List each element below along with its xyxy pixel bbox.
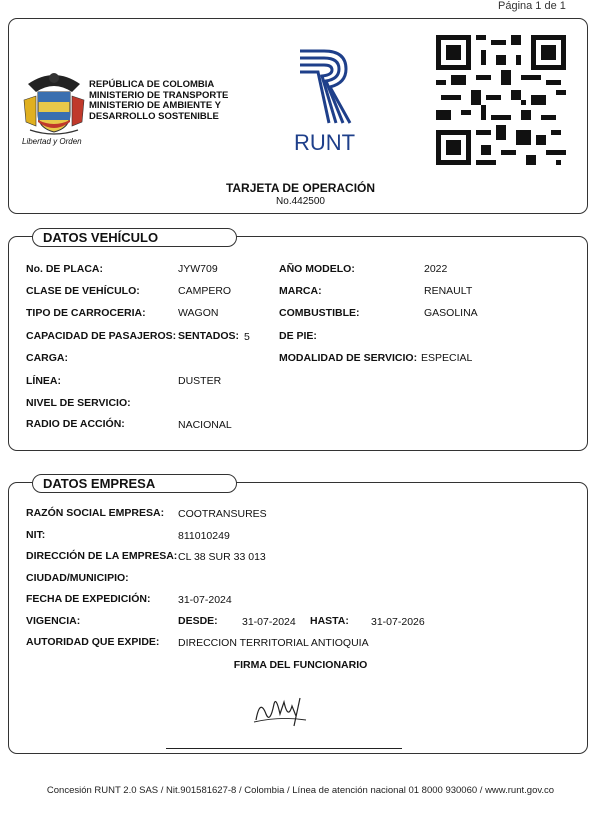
clase-label: CLASE DE VEHÍCULO: — [26, 285, 140, 297]
carga-label: CARGA: — [26, 352, 68, 364]
sentados-label: SENTADOS: — [178, 330, 240, 342]
document-number: No.442500 — [276, 196, 325, 207]
direccion-value: CL 38 SUR 33 013 — [178, 551, 266, 563]
motto: Libertad y Orden — [22, 137, 82, 146]
modalidad-label: MODALIDAD DE SERVICIO: — [279, 352, 418, 364]
linea-label: LÍNEA: — [26, 375, 61, 387]
razon-label: RAZÓN SOCIAL EMPRESA: — [26, 507, 165, 519]
desde-label: DESDE: — [178, 615, 218, 627]
capacidad-label: CAPACIDAD DE PASAJEROS: — [26, 330, 177, 342]
footer-text: Concesión RUNT 2.0 SAS / Nit.901581627-8 / Colombia / Línea de atención nacional 01 8000 930060 / www.runt.gov.co — [46, 785, 555, 796]
desde-value: 31-07-2024 — [242, 616, 296, 628]
depie-label: DE PIE: — [279, 330, 317, 342]
marca-value: RENAULT — [424, 285, 473, 297]
nit-label: NIT: — [26, 529, 46, 541]
nit-value: 811010249 — [178, 530, 230, 542]
qr-code-icon — [436, 35, 566, 165]
company-section-title: DATOS EMPRESA — [32, 474, 237, 493]
modelo-label: AÑO MODELO: — [279, 263, 355, 275]
autoridad-label: AUTORIDAD QUE EXPIDE: — [26, 636, 160, 648]
ministry-line: MINISTERIO DE TRANSPORTE — [89, 89, 229, 101]
sentados-value: 5 — [244, 331, 250, 343]
placa-value: JYW709 — [178, 263, 218, 275]
modelo-value: 2022 — [424, 263, 448, 275]
razon-value: COOTRANSURES — [178, 508, 267, 520]
combustible-label: COMBUSTIBLE: — [279, 307, 360, 319]
vigencia-label: VIGENCIA: — [26, 615, 81, 627]
page-number: Página 1 de 1 — [498, 0, 566, 12]
runt-logo-icon — [296, 47, 352, 127]
ministry-block — [89, 80, 228, 122]
fecha-value: 31-07-2024 — [178, 594, 232, 606]
coat-of-arms-icon — [22, 70, 86, 138]
ciudad-label: CIUDAD/MUNICIPIO: — [26, 572, 129, 584]
signature-icon — [250, 690, 320, 730]
hasta-label: HASTA: — [310, 615, 349, 627]
document-title: TARJETA DE OPERACIÓN — [225, 181, 376, 195]
modalidad-value: ESPECIAL — [421, 352, 473, 364]
signature-line — [166, 748, 402, 749]
ministry-line: MINISTERIO DE AMBIENTE Y — [89, 100, 221, 111]
radio-value: NACIONAL — [178, 419, 232, 431]
placa-label: No. DE PLACA: — [26, 263, 103, 275]
runt-logo-text: RUNT — [294, 130, 356, 155]
signature-label: FIRMA DEL FUNCIONARIO — [233, 659, 368, 671]
hasta-value: 31-07-2026 — [371, 616, 425, 628]
carroceria-value: WAGON — [178, 307, 219, 319]
carroceria-label: TIPO DE CARROCERIA: — [26, 307, 146, 319]
vehicle-section-title: DATOS VEHÍCULO — [32, 228, 237, 247]
ministry-line: REPÚBLICA DE COLOMBIA — [89, 79, 215, 90]
radio-label: RADIO DE ACCIÓN: — [26, 418, 125, 430]
autoridad-value: DIRECCION TERRITORIAL ANTIOQUIA — [178, 637, 369, 649]
combustible-value: GASOLINA — [424, 307, 478, 319]
nivel-label: NIVEL DE SERVICIO: — [26, 397, 131, 409]
fecha-label: FECHA DE EXPEDICIÓN: — [26, 593, 151, 605]
clase-value: CAMPERO — [178, 285, 232, 297]
marca-label: MARCA: — [279, 285, 322, 297]
ministry-line: DESARROLLO SOSTENIBLE — [89, 110, 219, 122]
direccion-label: DIRECCIÓN DE LA EMPRESA: — [26, 550, 178, 562]
linea-value: DUSTER — [178, 375, 222, 387]
